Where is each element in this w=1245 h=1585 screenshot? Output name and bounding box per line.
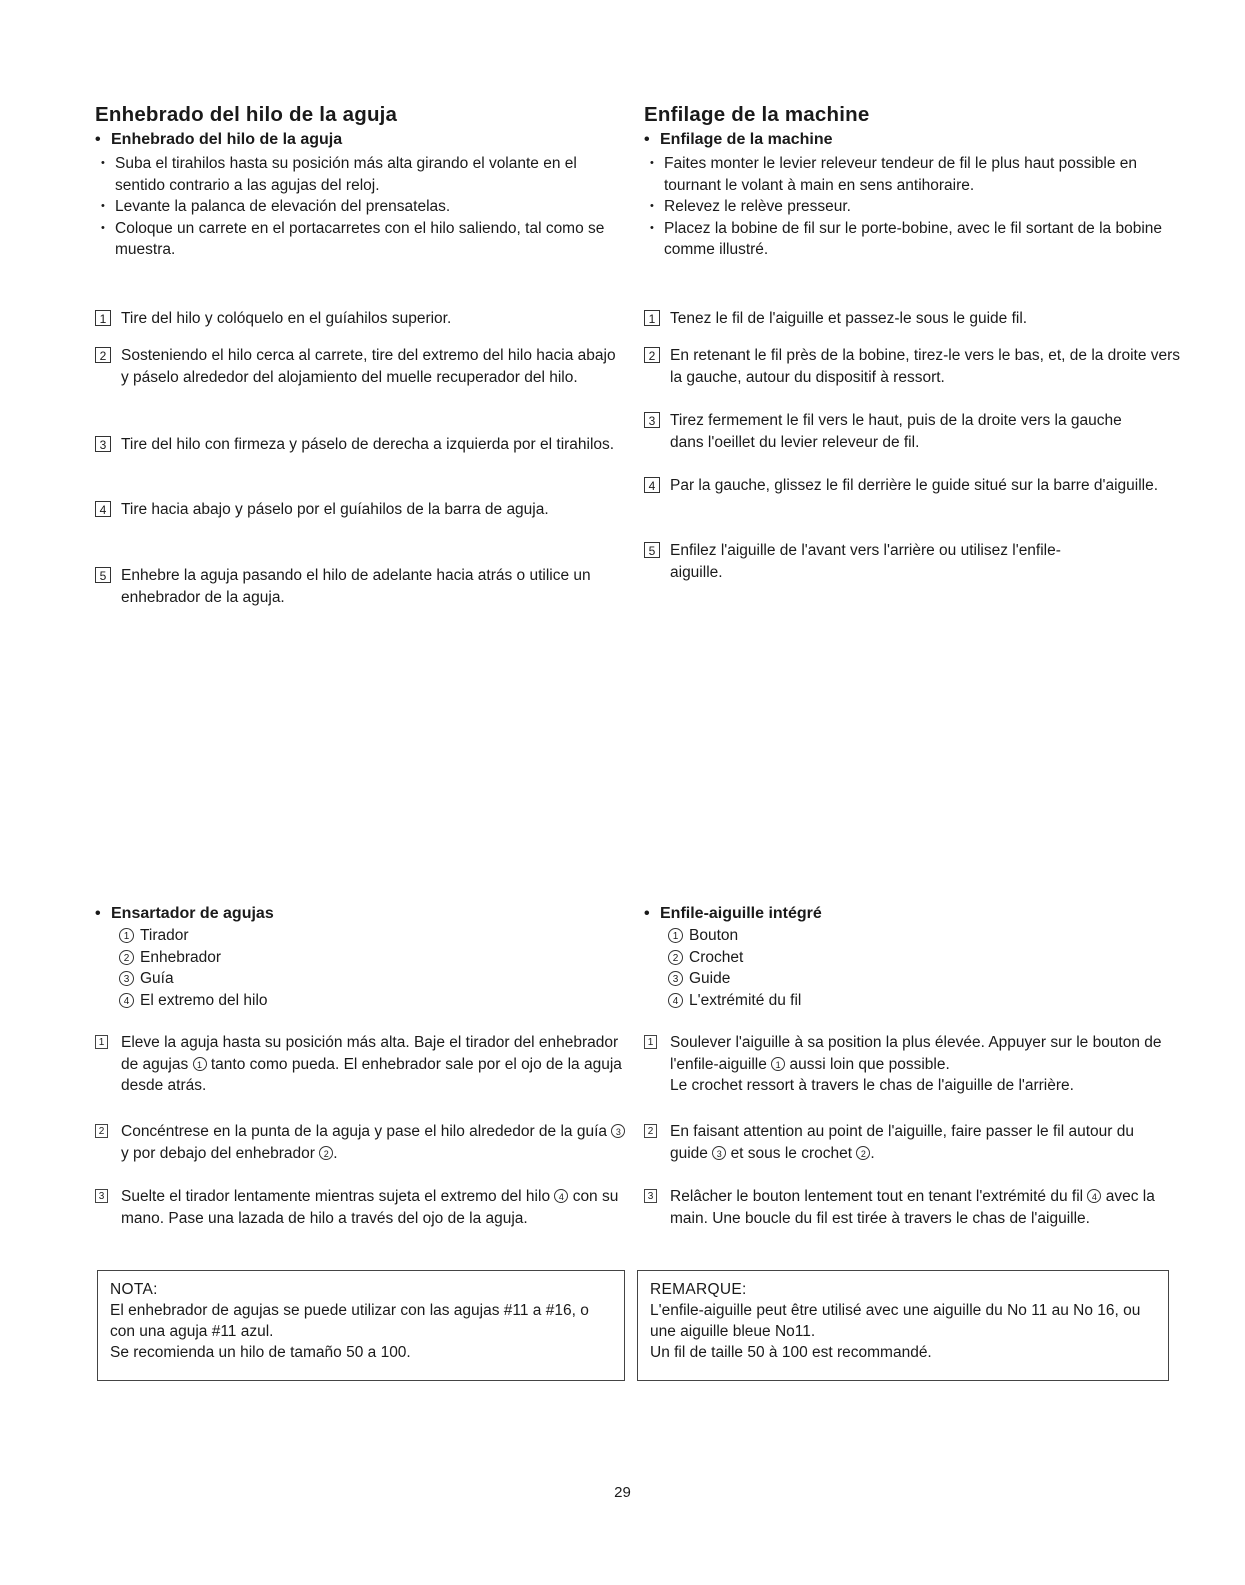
step-1 [95,308,641,330]
step-text: avec la main. Une boucle du fil est tirée à travers le chas de l'aiguille. [670,1188,1155,1227]
list-item: • Faites monter le levier releveur tendeur de fil le plus haut possible en tournant le volant à main en sens antihoraire. [644,153,1174,196]
circled-number: 1 [119,928,134,943]
list-item [95,947,268,969]
step-text: Tire hacia abajo y páselo por el guíahilos de la barra de aguja. [121,501,549,518]
subsection-heading [644,131,833,149]
step-number: 2 [95,1124,108,1138]
circled-number: 3 [712,1146,726,1160]
step-1 [644,308,1190,330]
list-item [95,925,268,947]
parts-list [644,925,801,1011]
note-line: L'enfile-aiguille peut être utilisé avec une aiguille du No 11 au No 16, ou une aiguille bleue No11. [650,1302,1141,1340]
step-number: 5 [95,567,111,583]
circled-number: 4 [668,993,683,1008]
step-text: Soulever l'aiguille à sa position la plus élevée. Appuyer sur le bouton de l'enfile-aiguille [670,1034,1162,1073]
bullet-dot: • [95,905,101,922]
list-item: • Placez la bobine de fil sur le porte-bobine, avec le fil sortant de la bobine comme illustré. [644,218,1174,261]
section-title: Enfilage de la machine [644,103,870,126]
circled-number: 2 [119,950,134,965]
list-item: • Suba el tirahilos hasta su posición más alta girando el volante en el sentido contrario a las agujas del reloj. [95,153,620,196]
step-text: Eleve la aguja hasta su posición más alta. Baje el tirador del enhebrador de agujas [121,1034,619,1073]
bullet-dot: • [644,131,650,148]
step-2 [95,345,626,388]
step-5 [644,540,1100,583]
circled-number: 3 [668,971,683,986]
part-label: Enhebrador [140,948,222,966]
subsection-heading [95,131,342,149]
subsection-heading-text: Enhebrado del hilo de la aguja [111,131,343,148]
step-text: Le crochet ressort à travers le chas de l'aiguille de l'arrière. [670,1077,1074,1094]
circled-number: 3 [611,1124,625,1138]
list-item: • Relevez le relève presseur. [644,196,1174,218]
circled-number: 1 [193,1057,207,1071]
list-item: • Coloque un carrete en el portacarretes con el hilo saliendo, tal como se muestra. [95,218,620,261]
bullet-dot: • [644,905,650,922]
threader-step-3 [644,1186,1190,1229]
bullet-list [644,153,1174,261]
list-item [644,968,801,990]
note-line: Un fil de taille 50 à 100 est recommandé. [650,1344,932,1361]
step-number: 2 [644,347,660,363]
threader-step-1 [95,1032,626,1097]
step-text: tanto como pueda. El enhebrador sale por el ojo de la aguja desde atrás. [121,1055,622,1094]
part-label: Guía [140,970,174,987]
step-text: Concéntrese en la punta de la aguja y pase el hilo alrededor de la guía [121,1123,608,1140]
step-text: Enfilez l'aiguille de l'avant vers l'arrière ou utilisez l'enfile- aiguille. [670,542,1061,581]
step-text: Relâcher le bouton lentement tout en tenant l'extrémité du fil [670,1188,1084,1205]
step-text: Tenez le fil de l'aiguille et passez-le sous le guide fil. [670,310,1028,327]
step-text: En faisant attention au point de l'aiguille, faire passer le fil autour du guide [670,1123,1134,1162]
note-line: El enhebrador de agujas se puede utilizar con las agujas #11 a #16, o con una aguja #11 azul. [110,1302,589,1340]
list-item [644,947,801,969]
part-label: Tirador [140,927,189,944]
circled-number: 3 [119,971,134,986]
step-text: . [333,1144,338,1162]
step-number: 3 [644,412,660,428]
circled-number: 1 [668,928,683,943]
step-text: En retenant le fil près de la bobine, tirez-le vers le bas, et, de la droite vers la gauche, autour du dispositif à ressort. [670,347,1181,386]
step-4 [95,499,661,521]
threader-step-2 [95,1121,631,1164]
step-number: 3 [95,436,111,452]
list-item [95,968,268,990]
parts-list [95,925,268,1011]
list-item [95,990,268,1012]
note-title: NOTA: [110,1281,158,1298]
subsection-heading-text: Enfilage de la machine [660,131,833,148]
step-2 [644,345,1190,388]
step-number: 2 [644,1124,657,1138]
step-text: . [870,1144,875,1162]
step-number: 2 [95,347,111,363]
step-text: Suelte el tirador lentamente mientras sujeta el extremo del hilo [121,1188,551,1205]
step-5 [95,565,621,608]
threader-step-1 [644,1032,1185,1097]
part-label: El extremo del hilo [140,991,268,1009]
step-number: 3 [95,1189,108,1203]
note-title: REMARQUE: [650,1281,747,1298]
part-label: Bouton [689,927,739,944]
bullet-dot: • [95,131,101,148]
list-item: • Levante la palanca de elevación del prensatelas. [95,196,620,218]
step-3 [95,434,631,456]
threader-step-3 [95,1186,636,1229]
part-label: Crochet [689,948,744,966]
step-number: 1 [644,310,660,326]
threader-heading-text: Enfile-aiguille intégré [660,905,822,922]
circled-number: 1 [771,1057,785,1071]
part-label: L'extrémité du fil [689,991,802,1009]
circled-number: 2 [856,1146,870,1160]
step-number: 5 [644,542,660,558]
section-title: Enhebrado del hilo de la aguja [95,103,398,126]
step-number: 1 [95,1035,108,1049]
step-text: Tire del hilo con firmeza y páselo de derecha a izquierda por el tirahilos. [121,436,615,453]
threader-heading [644,905,822,923]
note-box [637,1270,1169,1381]
step-text: con su mano. Pase una lazada de hilo a través del ojo de la aguja. [121,1188,619,1227]
circled-number: 2 [668,950,683,965]
circled-number: 2 [319,1146,333,1160]
threader-step-2 [644,1121,1145,1164]
step-text: Tirez fermement le fil vers le haut, puis de la droite vers la gauche dans l'oeillet du levier releveur de fil. [670,412,1122,451]
step-text: Par la gauche, glissez le fil derrière le guide situé sur la barre d'aiguille. [670,477,1159,494]
step-text: aussi loin que possible. [789,1055,950,1073]
list-item [644,925,801,947]
step-number: 3 [644,1189,657,1203]
step-4 [644,475,1180,497]
step-number: 4 [644,477,660,493]
bullet-list [95,153,620,261]
step-number: 1 [95,310,111,326]
step-text: Tire del hilo y colóquelo en el guíahilos superior. [121,310,452,327]
step-text: Sosteniendo el hilo cerca al carrete, tire del extremo del hilo hacia abajo y páselo alrededor del alojamiento del muelle recuperador del hilo. [121,347,616,386]
step-number: 4 [95,501,111,517]
step-text: y por debajo del enhebrador [121,1144,315,1162]
note-line: Se recomienda un hilo de tamaño 50 a 100. [110,1344,411,1361]
step-3 [644,410,1150,453]
step-number: 1 [644,1035,657,1049]
circled-number: 4 [554,1189,568,1203]
part-label: Guide [689,970,731,987]
list-item [644,990,801,1012]
threader-heading-text: Ensartador de agujas [111,905,274,922]
page-number: 29 [614,1484,631,1501]
circled-number: 4 [119,993,134,1008]
circled-number: 4 [1087,1189,1101,1203]
step-text: et sous le crochet [730,1144,853,1162]
note-box [97,1270,625,1381]
step-text: Enhebre la aguja pasando el hilo de adelante hacia atrás o utilice un enhebrador de la aguja. [121,567,591,606]
threader-heading [95,905,274,923]
